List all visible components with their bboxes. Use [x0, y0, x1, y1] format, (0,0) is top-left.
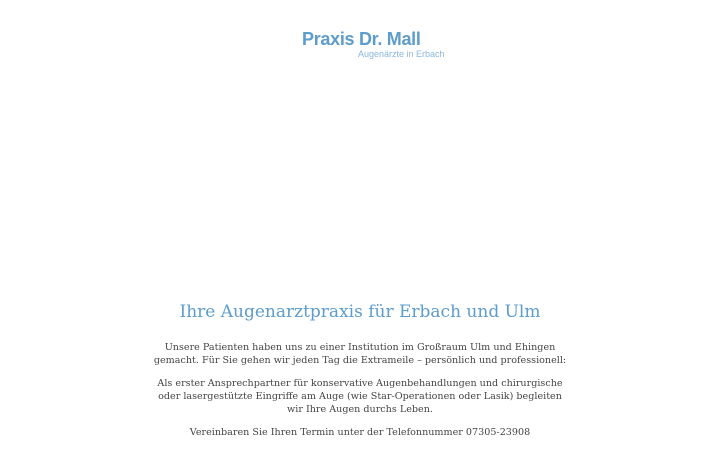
appointment-paragraph: Vereinbaren Sie Ihren Termin unter der Telefonnummer 07305-23908 [189, 427, 531, 438]
site-header [0, 28, 720, 68]
logo-subtitle: Augenärzte in Erbach [358, 49, 445, 59]
practice-logo[interactable] [302, 28, 445, 64]
page-headline: Ihre Augenarztpraxis für Erbach und Ulm [179, 302, 541, 322]
intro-paragraph: Unsere Patienten haben uns zu einer Institution im Großraum Ulm und Ehingen gemacht. Für Sie gehen wir jeden Tag die Extrameile – persönlich und professionell: [153, 342, 567, 366]
services-paragraph: Als erster Ansprechpartner für konservative Augenbehandlungen und chirurgische oder lasergestützte Eingriffe am Auge (wie Star-Operationen oder Lasik) begleiten wir Ihre Augen durchs Leben. [157, 378, 563, 415]
logo-title: Praxis Dr. Mall [302, 29, 421, 49]
intro-section [0, 300, 720, 439]
